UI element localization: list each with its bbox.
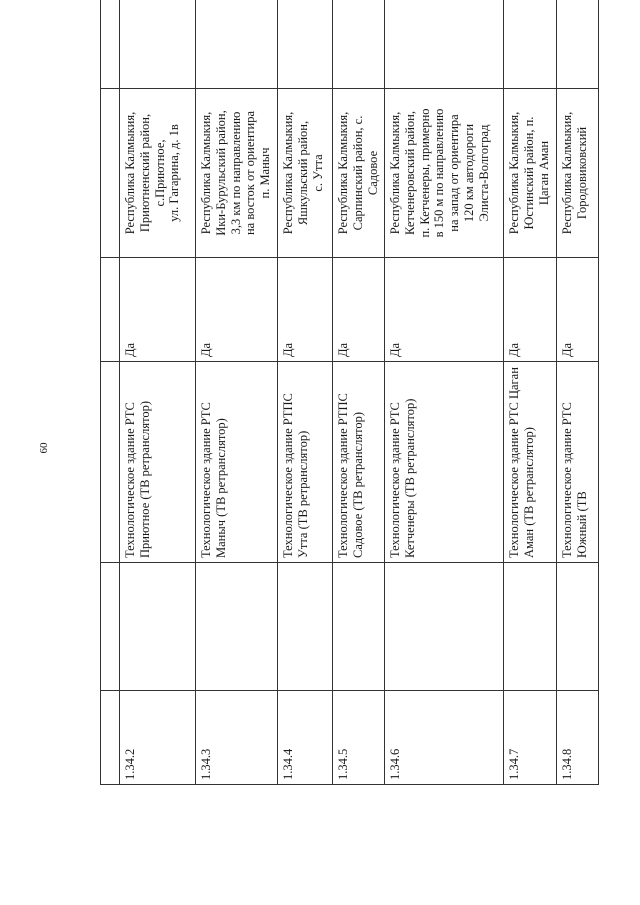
row-number: 1.34.7 — [504, 691, 557, 785]
row-number: 1.34.6 — [385, 691, 504, 785]
address-cell — [196, 89, 278, 258]
address-line: на запад от ориентира — [447, 114, 461, 232]
address-line: 120 км автодороги — [461, 123, 476, 223]
address-line: с.Приютное, — [152, 139, 167, 207]
empty-cell — [385, 563, 504, 691]
address-cell — [385, 89, 504, 258]
flag-cell: Да — [385, 258, 504, 362]
rotated-table-container — [100, 20, 598, 785]
address-line: Республика Калмыкия, — [507, 111, 521, 235]
address-line: ул. Гагарина, д. 1в — [167, 124, 182, 222]
address-cell — [120, 89, 196, 258]
object-name: Технологическое здание РТПС Утта (ТВ ретранслятор) — [278, 362, 333, 563]
address-line: Приютненский район, — [137, 113, 152, 233]
address-line: Республика Калмыкия, — [123, 111, 137, 235]
address-cell — [557, 89, 599, 258]
header-cell-2 — [101, 563, 120, 691]
flag-cell: Да — [196, 258, 278, 362]
row-number: 1.34.4 — [278, 691, 333, 785]
address-line: Сарпинский район, с. — [350, 115, 365, 231]
object-name: Технологическое здание РТС Маныч (ТВ ретранслятор) — [196, 362, 278, 563]
table-row — [120, 0, 196, 785]
empty-cell — [333, 0, 385, 89]
empty-cell — [557, 0, 599, 89]
address-line: Цаган Аман — [536, 140, 551, 206]
address-line: Яшкульский район, — [295, 120, 310, 226]
address-line: Республика Калмыкия, — [199, 111, 213, 235]
object-name: Технологическое здание РТС Южный (ТВ — [557, 362, 599, 563]
flag-cell: Да — [120, 258, 196, 362]
table-row — [278, 0, 333, 785]
header-cell-flag — [101, 258, 120, 362]
flag-cell: Да — [333, 258, 385, 362]
address-line: п. Маныч — [258, 147, 272, 199]
empty-cell — [278, 563, 333, 691]
address-line: Элиста-Волгоград — [476, 124, 491, 222]
address-line: 3,3 км по направлению — [228, 111, 243, 235]
address-line: Республика Калмыкия, — [560, 111, 574, 235]
address-line: с. Утта — [310, 154, 325, 192]
object-name: Технологическое здание РТС Приютное (ТВ ретранслятор) — [120, 362, 196, 563]
address-line: Юстинский район, п. — [521, 116, 536, 230]
empty-cell — [196, 563, 278, 691]
address-line: Городовиковский — [574, 126, 589, 220]
address-line: Ики-Бурульский район, — [213, 110, 228, 236]
table-row — [333, 0, 385, 785]
row-number: 1.34.5 — [333, 691, 385, 785]
object-name: Технологическое здание РТС Цаган Аман (ТВ ретранслятор) — [504, 362, 557, 563]
row-number: 1.34.8 — [557, 691, 599, 785]
row-number: 1.34.3 — [196, 691, 278, 785]
empty-cell — [557, 563, 599, 691]
empty-cell — [120, 0, 196, 89]
table-row — [504, 0, 557, 785]
header-cell-num — [101, 691, 120, 785]
address-line: Кетченеровский район, — [402, 111, 417, 235]
row-number: 1.34.2 — [120, 691, 196, 785]
address-line: Республика Калмыкия, — [336, 111, 350, 235]
page-number: 60 — [38, 442, 50, 454]
empty-cell — [120, 563, 196, 691]
address-line: в 150 м по направлению — [432, 108, 447, 238]
header-cell-name — [101, 362, 120, 563]
empty-cell — [504, 563, 557, 691]
empty-cell — [196, 0, 278, 89]
table-header-row — [101, 0, 120, 785]
table-row — [557, 0, 599, 785]
address-line: Садовое — [365, 150, 380, 196]
address-line: Республика Калмыкия, — [388, 111, 402, 235]
empty-cell — [385, 0, 504, 89]
empty-cell — [333, 563, 385, 691]
flag-cell: Да — [557, 258, 599, 362]
object-name: Технологическое здание РТС Кетченеры (ТВ ретранслятор) — [385, 362, 504, 563]
empty-cell — [504, 0, 557, 89]
property-table — [100, 0, 599, 785]
address-line: на восток от ориентира — [243, 110, 258, 236]
flag-cell: Да — [278, 258, 333, 362]
flag-cell: Да — [504, 258, 557, 362]
header-cell-6 — [101, 0, 120, 89]
header-cell-address — [101, 89, 120, 258]
object-name: Технологическое здание РТПС Садовое (ТВ ретранслятор) — [333, 362, 385, 563]
empty-cell — [278, 0, 333, 89]
address-cell — [504, 89, 557, 258]
table-row — [196, 0, 278, 785]
address-line: п. Кетченеры, примерно — [417, 108, 432, 238]
table-row — [385, 0, 504, 785]
address-line: Республика Калмыкия, — [281, 111, 295, 235]
address-cell — [278, 89, 333, 258]
address-cell — [333, 89, 385, 258]
